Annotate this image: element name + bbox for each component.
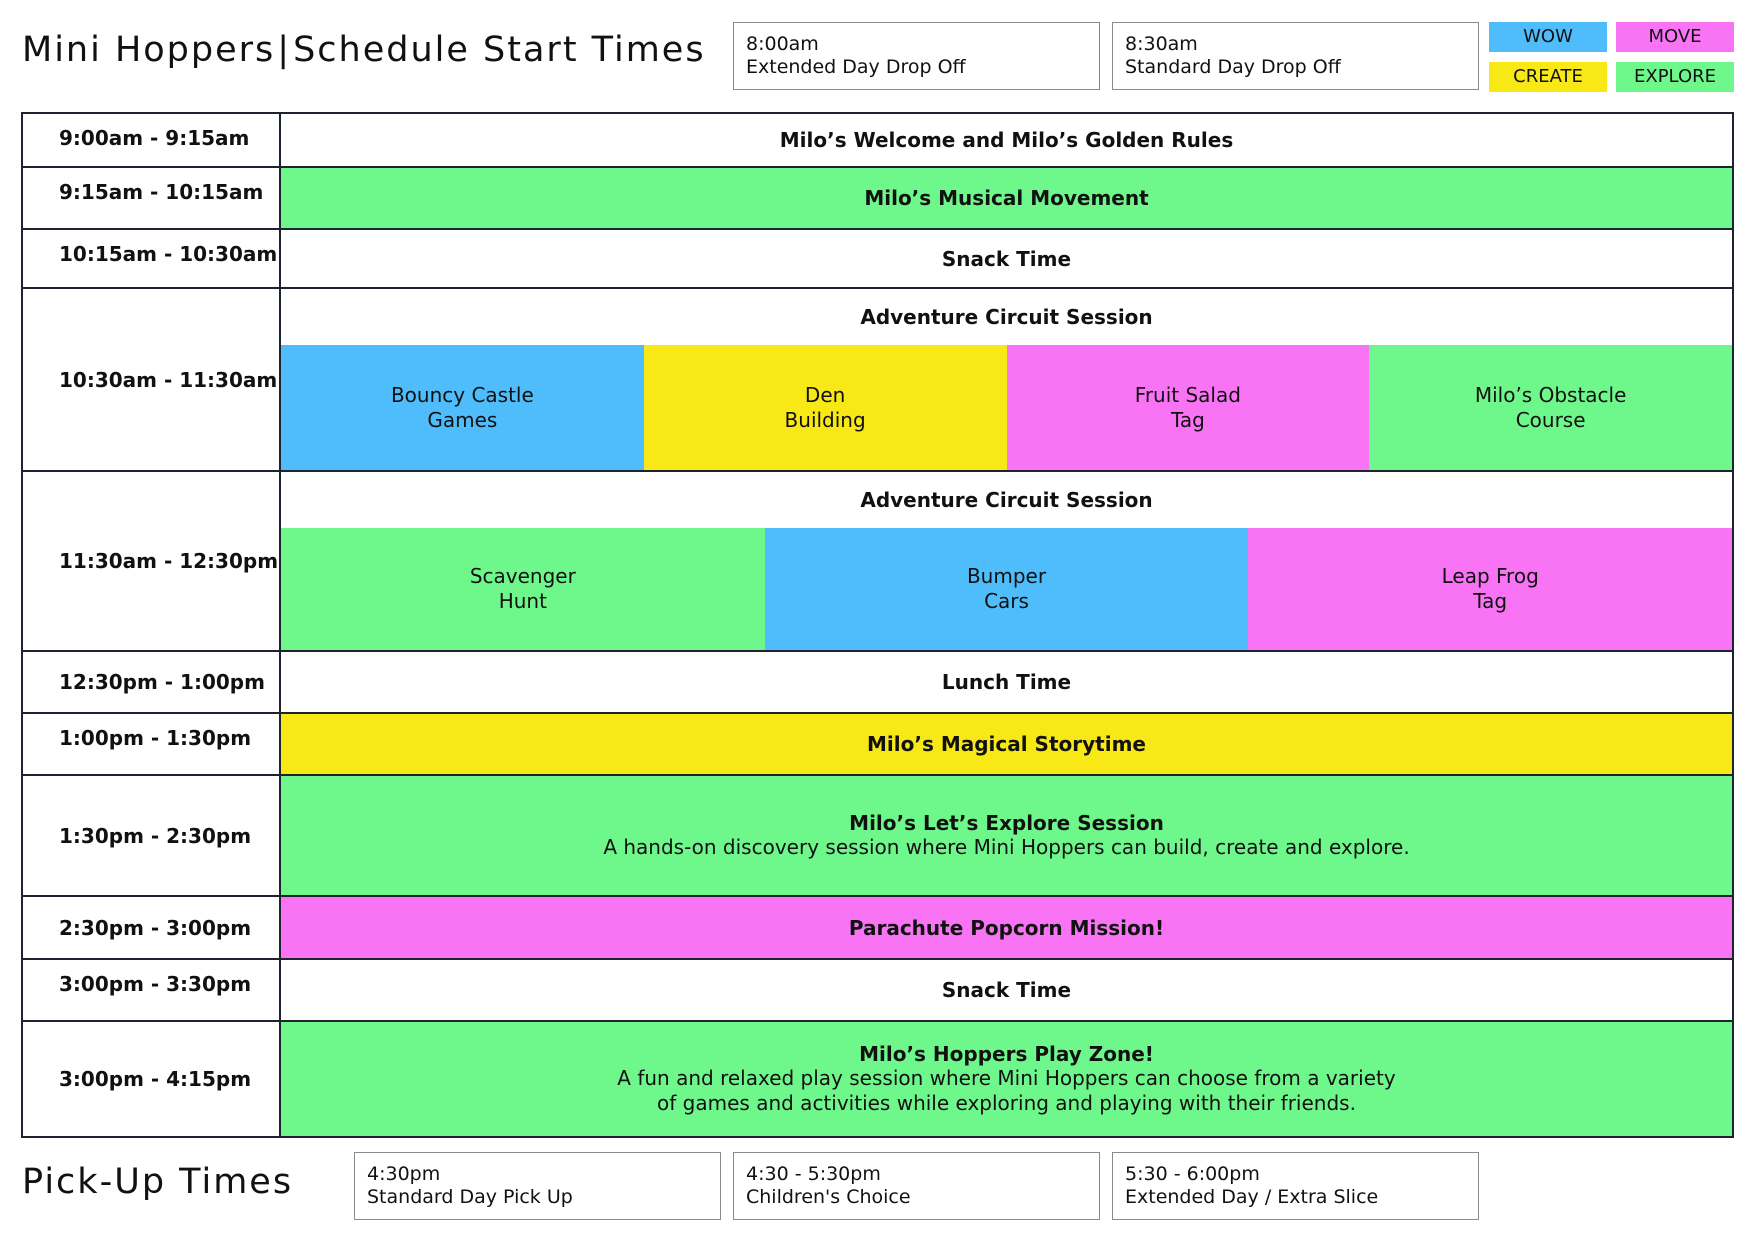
circuit-activities bbox=[281, 528, 1732, 650]
drop-off-standard-box bbox=[1112, 22, 1479, 90]
activity-name: Milo’s Musical Movement bbox=[864, 186, 1149, 210]
activity-cell: Milo’s Obstacle Course bbox=[1369, 345, 1732, 470]
schedule-row-circuit bbox=[23, 289, 1732, 472]
pickup-title: Pick-Up Times bbox=[22, 1162, 294, 1202]
pickup-time: 4:30 - 5:30pm bbox=[746, 1163, 881, 1185]
row-time: 3:00pm - 3:30pm bbox=[23, 960, 281, 1020]
page-title bbox=[22, 30, 706, 70]
pickup-time: 5:30 - 6:00pm bbox=[1125, 1163, 1260, 1185]
schedule-row bbox=[23, 1022, 1732, 1136]
activity-description: A hands-on discovery session where Mini Hoppers can build, create and explore. bbox=[603, 835, 1410, 859]
row-activity bbox=[281, 1022, 1732, 1136]
row-activity bbox=[281, 652, 1732, 712]
activity-name: Milo’s Welcome and Milo’s Golden Rules bbox=[779, 128, 1234, 152]
row-time: 12:30pm - 1:00pm bbox=[23, 652, 281, 712]
pickup-time: 4:30pm bbox=[367, 1163, 441, 1185]
row-activity bbox=[281, 114, 1732, 166]
schedule-table bbox=[21, 112, 1734, 1138]
drop-off-extended-box bbox=[733, 22, 1100, 90]
activity-cell: Bumper Cars bbox=[765, 528, 1249, 650]
activity-cell: Den Building bbox=[644, 345, 1007, 470]
activity-cell: Scavenger Hunt bbox=[281, 528, 765, 650]
activity-cell: Bouncy Castle Games bbox=[281, 345, 644, 470]
row-time: 2:30pm - 3:00pm bbox=[23, 897, 281, 958]
legend-wow: WOW bbox=[1489, 22, 1607, 52]
title-separator: | bbox=[277, 30, 292, 70]
legend-explore: EXPLORE bbox=[1616, 62, 1734, 92]
row-time: 11:30am - 12:30pm bbox=[23, 472, 281, 650]
row-activity bbox=[281, 776, 1732, 895]
activity-cell: Fruit Salad Tag bbox=[1007, 345, 1370, 470]
row-time: 1:30pm - 2:30pm bbox=[23, 776, 281, 895]
schedule-row bbox=[23, 652, 1732, 714]
activity-description: A fun and relaxed play session where Mini Hoppers can choose from a variety bbox=[617, 1066, 1396, 1090]
row-time: 9:00am - 9:15am bbox=[23, 114, 281, 166]
schedule-row bbox=[23, 897, 1732, 960]
pickup-label: Extended Day / Extra Slice bbox=[1125, 1186, 1379, 1208]
row-time: 10:30am - 11:30am bbox=[23, 289, 281, 470]
activity-name: Snack Time bbox=[941, 978, 1072, 1002]
title-brand: Mini Hoppers bbox=[22, 30, 276, 70]
row-activity bbox=[281, 230, 1732, 287]
schedule-row bbox=[23, 776, 1732, 897]
pickup-label: Standard Day Pick Up bbox=[367, 1186, 573, 1208]
pickup-choice-box bbox=[733, 1152, 1100, 1220]
pickup-extended-box bbox=[1112, 1152, 1479, 1220]
legend-create: CREATE bbox=[1489, 62, 1607, 92]
schedule-row bbox=[23, 230, 1732, 289]
title-subtitle: Schedule Start Times bbox=[293, 30, 706, 70]
drop-off-label: Standard Day Drop Off bbox=[1125, 56, 1341, 78]
activity-name: Milo’s Magical Storytime bbox=[867, 732, 1146, 756]
row-time: 10:15am - 10:30am bbox=[23, 230, 281, 287]
circuit-heading: Adventure Circuit Session bbox=[281, 289, 1732, 345]
schedule-row bbox=[23, 114, 1732, 168]
schedule-row-circuit bbox=[23, 472, 1732, 652]
schedule-row bbox=[23, 960, 1732, 1022]
legend-move: MOVE bbox=[1616, 22, 1734, 52]
row-activity bbox=[281, 897, 1732, 958]
schedule-row bbox=[23, 714, 1732, 776]
activity-name: Snack Time bbox=[941, 246, 1072, 271]
row-time: 1:00pm - 1:30pm bbox=[23, 714, 281, 774]
activity-name: Milo’s Hoppers Play Zone! bbox=[859, 1042, 1154, 1066]
row-activity bbox=[281, 960, 1732, 1020]
drop-off-time: 8:00am bbox=[746, 33, 819, 55]
pickup-standard-box bbox=[354, 1152, 721, 1220]
row-activity bbox=[281, 168, 1732, 228]
activity-name: Lunch Time bbox=[941, 670, 1072, 694]
circuit-activities bbox=[281, 345, 1732, 470]
row-activity bbox=[281, 714, 1732, 774]
drop-off-time: 8:30am bbox=[1125, 33, 1198, 55]
circuit-heading: Adventure Circuit Session bbox=[281, 472, 1732, 528]
activity-cell: Leap Frog Tag bbox=[1248, 528, 1732, 650]
row-time: 3:00pm - 4:15pm bbox=[23, 1022, 281, 1136]
row-time: 9:15am - 10:15am bbox=[23, 168, 281, 228]
activity-name: Parachute Popcorn Mission! bbox=[848, 915, 1165, 940]
drop-off-label: Extended Day Drop Off bbox=[746, 56, 966, 78]
schedule-row bbox=[23, 168, 1732, 230]
activity-description: of games and activities while exploring and playing with their friends. bbox=[657, 1091, 1356, 1115]
activity-name: Milo’s Let’s Explore Session bbox=[849, 811, 1164, 835]
pickup-label: Children's Choice bbox=[746, 1186, 911, 1208]
